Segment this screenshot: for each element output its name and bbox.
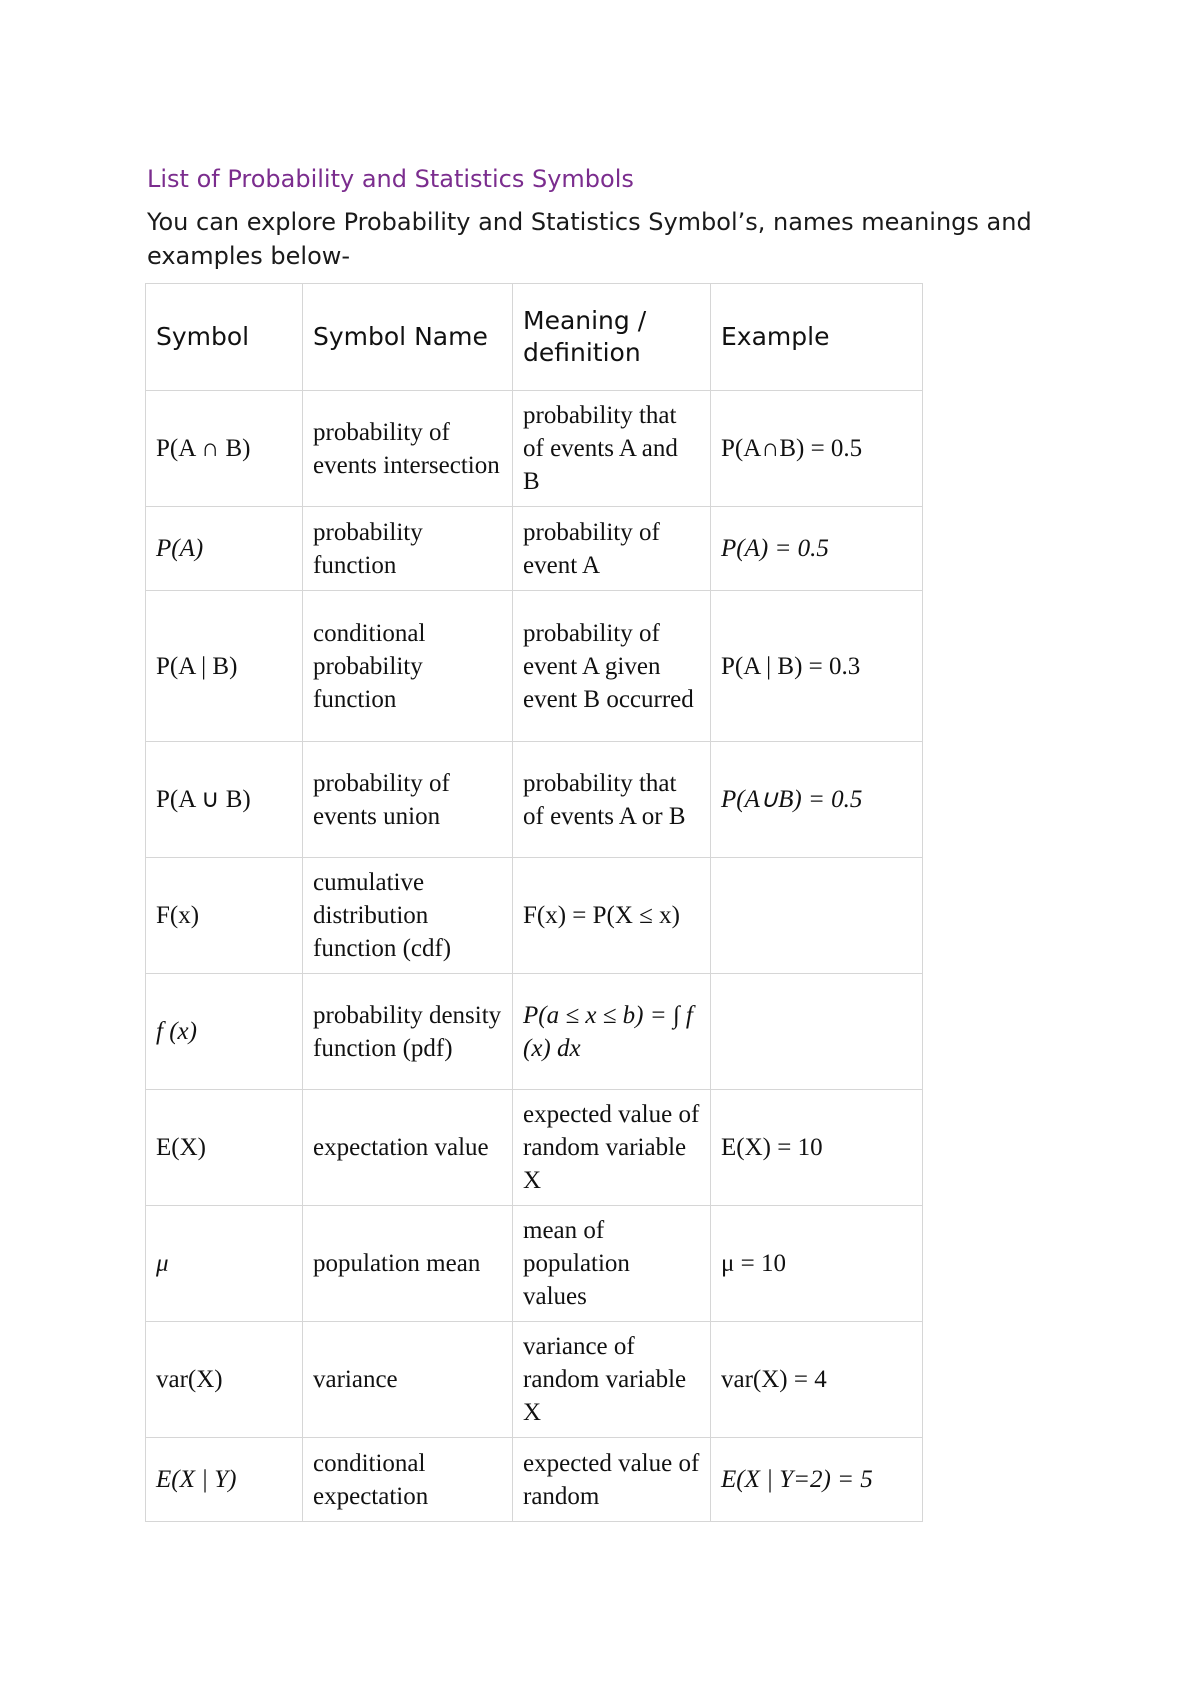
- table-row: [146, 1322, 923, 1438]
- cell-name: probability density function (pdf): [303, 974, 513, 1090]
- cell-name: cumulative distribution function (cdf): [303, 858, 513, 974]
- cell-meaning: mean of population values: [513, 1206, 711, 1322]
- cell-symbol: E(X | Y): [146, 1438, 303, 1522]
- cell-example: [711, 974, 923, 1090]
- cell-example: var(X) = 4: [711, 1322, 923, 1438]
- table-row: [146, 1206, 923, 1322]
- document-page: [147, 165, 1047, 1522]
- cell-name: expectation value: [303, 1090, 513, 1206]
- symbols-table: [145, 283, 923, 1522]
- cell-meaning: probability of event A: [513, 507, 711, 591]
- cell-symbol: var(X): [146, 1322, 303, 1438]
- cell-symbol: P(A): [146, 507, 303, 591]
- cell-symbol: P(A ∩ B): [146, 391, 303, 507]
- cell-symbol: P(A ∪ B): [146, 742, 303, 858]
- cell-meaning: F(x) = P(X ≤ x): [513, 858, 711, 974]
- cell-meaning: expected value of random variable X: [513, 1090, 711, 1206]
- cell-name: population mean: [303, 1206, 513, 1322]
- cell-meaning: variance of random variable X: [513, 1322, 711, 1438]
- cell-name: variance: [303, 1322, 513, 1438]
- cell-example: P(A) = 0.5: [711, 507, 923, 591]
- page-title: List of Probability and Statistics Symbols: [147, 165, 634, 193]
- table-header-row: [146, 284, 923, 391]
- cell-name: conditional probability function: [303, 591, 513, 742]
- table-row: [146, 1438, 923, 1522]
- cell-name: probability of events intersection: [303, 391, 513, 507]
- cell-example: E(X | Y=2) = 5: [711, 1438, 923, 1522]
- cell-meaning: expected value of random: [513, 1438, 711, 1522]
- cell-example: [711, 858, 923, 974]
- header-symbol: Symbol: [146, 284, 303, 391]
- cell-meaning: probability that of events A or B: [513, 742, 711, 858]
- cell-symbol: E(X): [146, 1090, 303, 1206]
- cell-example: E(X) = 10: [711, 1090, 923, 1206]
- cell-meaning: probability that of events A and B: [513, 391, 711, 507]
- table-row: [146, 974, 923, 1090]
- cell-symbol: F(x): [146, 858, 303, 974]
- cell-symbol: P(A | B): [146, 591, 303, 742]
- cell-meaning: P(a ≤ x ≤ b) = ∫ f (x) dx: [513, 974, 711, 1090]
- cell-example: μ = 10: [711, 1206, 923, 1322]
- cell-name: probability of events union: [303, 742, 513, 858]
- cell-symbol: f (x): [146, 974, 303, 1090]
- table-row: [146, 1090, 923, 1206]
- cell-name: probability function: [303, 507, 513, 591]
- intro-text: You can explore Probability and Statistics Symbol’s, names meanings and examples below-: [147, 208, 1032, 270]
- cell-name: conditional expectation: [303, 1438, 513, 1522]
- table-row: [146, 507, 923, 591]
- cell-example: P(A | B) = 0.3: [711, 591, 923, 742]
- table-row: [146, 858, 923, 974]
- cell-symbol: μ: [146, 1206, 303, 1322]
- header-example: Example: [711, 284, 923, 391]
- header-meaning: Meaning / definition: [513, 284, 711, 391]
- table-row: [146, 591, 923, 742]
- cell-example: P(A∩B) = 0.5: [711, 391, 923, 507]
- header-symbol-name: Symbol Name: [303, 284, 513, 391]
- cell-example: P(A∪B) = 0.5: [711, 742, 923, 858]
- table-row: [146, 742, 923, 858]
- table-row: [146, 391, 923, 507]
- cell-meaning: probability of event A given event B occurred: [513, 591, 711, 742]
